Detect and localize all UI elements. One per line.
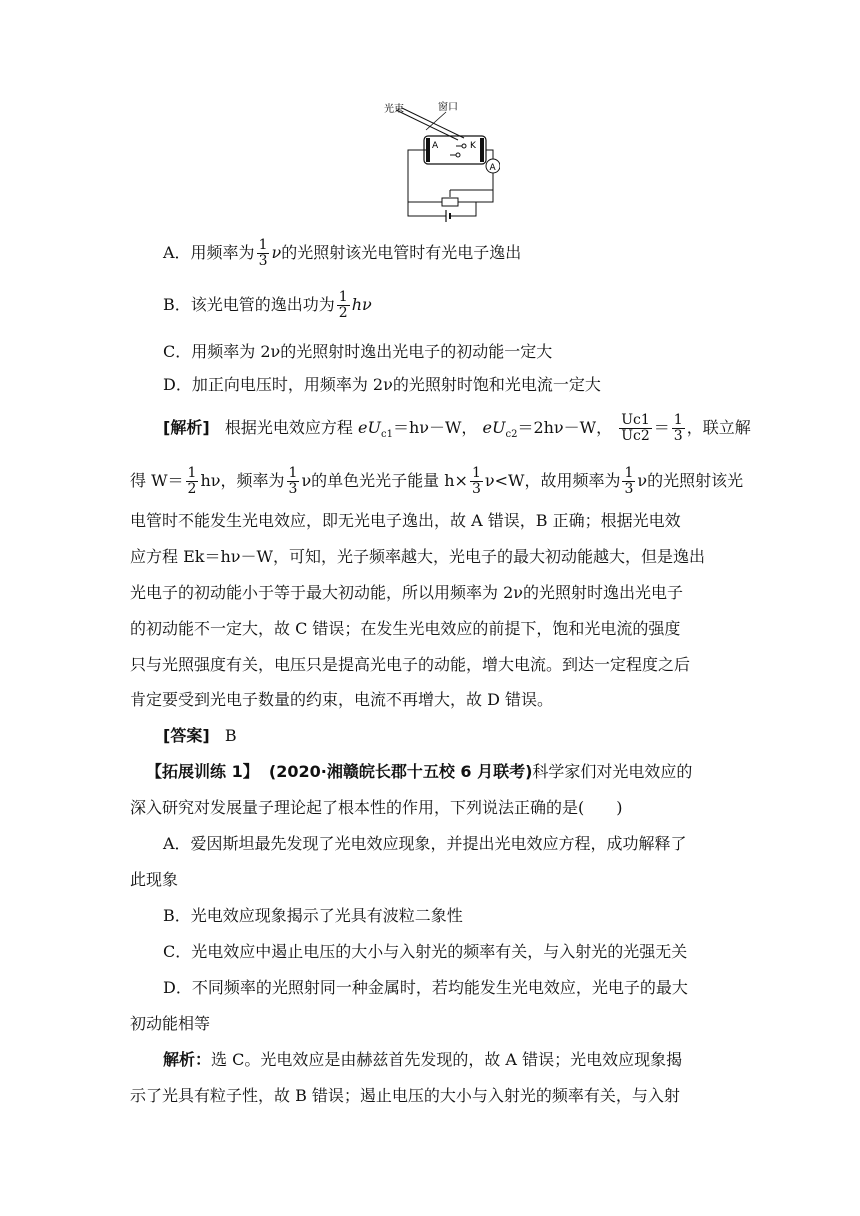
fraction-num: 1 <box>338 289 348 305</box>
extension-option-d: D．不同频率的光照射同一种金属时，若均能发生光电效应，光电子的最大 <box>163 978 688 997</box>
option-c: C．用频率为 2ν的光照射时逸出光电子的初动能一定大 <box>163 342 553 361</box>
cathode-label: K <box>470 141 476 151</box>
analysis-text: ν的光照射该光 <box>637 471 744 490</box>
electron-dot <box>456 153 460 157</box>
extension-option-d-cont: 初动能相等 <box>130 1014 211 1033</box>
solution-text: 选 C。光电效应是由赫兹首先发现的，故 A 错误；光电效应现象揭 <box>211 1050 683 1069</box>
extension-title: 【拓展训练 1】 <box>146 762 259 781</box>
anode-label: A <box>432 141 439 151</box>
option-a-text-2: 的光照射该光电管时有光电子逸出 <box>281 243 522 262</box>
extension-option-a: A．爱因斯坦最先发现了光电效应现象，并提出光电效应方程，成功解释了 <box>163 834 687 853</box>
eq-part: ＝ <box>653 418 670 437</box>
fraction-den: Uc2 <box>621 428 650 444</box>
extension-question: 科学家们对光电效应的 <box>532 762 693 781</box>
analysis-line-4: 应方程 Ek＝hν－W，可知，光子频率越大，光电子的最大初动能越大，但是逸出 <box>130 547 705 566</box>
extension-solution-1 <box>163 1049 682 1071</box>
electron-dot <box>462 144 466 148</box>
beam-label: 光束 <box>384 104 404 115</box>
fraction <box>672 413 685 444</box>
analysis-text: hν，频率为 <box>200 471 285 490</box>
solution-tag: 解析： <box>163 1050 212 1069</box>
fraction <box>619 413 652 444</box>
circuit-wire <box>408 150 428 216</box>
cathode-plate <box>480 138 484 162</box>
eq-part: ＝2hν－W， <box>517 418 613 437</box>
fraction: $\frac{1}{3}$ <box>471 465 481 497</box>
analysis-text: ν<W，故用频率为 <box>484 471 621 490</box>
fraction: $\frac{1}{3}$ <box>624 465 634 497</box>
circuit-wire <box>486 150 493 159</box>
option-b: B．该光电管的逸出功为 $\frac{1}{2}$ hν <box>163 289 372 321</box>
eq-part: eU <box>358 418 381 437</box>
anode-plate <box>426 138 430 162</box>
analysis-line-2 <box>130 466 743 497</box>
eq-part: eU <box>482 418 506 437</box>
extension-option-a-cont: 此现象 <box>130 870 179 889</box>
ammeter-label: A <box>489 163 496 173</box>
fraction: $\frac{1}{2}$ <box>187 465 197 497</box>
answer-line <box>163 725 237 747</box>
extension-option-b: B．光电效应现象揭示了光具有波粒二象性 <box>163 906 463 925</box>
fraction-den: 3 <box>673 428 683 444</box>
analysis-text: ν的单色光光子能量 h× <box>301 471 468 490</box>
extension-line-1 <box>146 761 692 783</box>
analysis-line-5: 光电子的初动能小于等于最大初动能，所以用频率为 2ν的光照射时逸出光电子 <box>130 583 683 602</box>
circuit-wire <box>476 173 493 202</box>
extension-solution-2: 示了光具有粒子性，故 B 错误；遏止电压的大小与入射光的频率有关，与入射 <box>130 1086 680 1105</box>
fraction-den: 3 <box>258 253 268 269</box>
fraction-num: 1 <box>673 412 683 428</box>
fraction: $\frac{1}{3}$ <box>288 465 298 497</box>
analysis-text: ，联立解 <box>686 418 751 437</box>
fraction-den: 2 <box>338 305 348 321</box>
eq-sub: c1 <box>380 429 393 441</box>
extension-option-c: C．光电效应中遏止电压的大小与入射光的频率有关，与入射光的光强无关 <box>163 942 688 961</box>
analysis-line-1 <box>163 413 751 446</box>
fraction <box>257 238 270 269</box>
fraction-num: Uc1 <box>621 412 650 428</box>
analysis-text: 根据光电效应方程 <box>224 418 353 437</box>
option-a-text: A．用频率为 <box>163 243 255 262</box>
rheostat <box>442 198 458 206</box>
analysis-line-7: 只与光照强度有关，电压只是提高光电子的动能，增大电流。到达一定程度之后 <box>130 655 691 674</box>
fraction <box>337 290 350 321</box>
analysis-text: 得 W＝ <box>130 471 184 490</box>
extension-line-2: 深入研究对发展量子理论起了根本性的作用，下列说法正确的是( ) <box>130 798 623 817</box>
analysis-line-6: 的初动能不一定大，故 C 错误；在发生光电效应的前提下，饱和光电流的强度 <box>130 619 681 638</box>
analysis-line-3: 电管时不能发生光电效应，即无光电子逸出，故 A 错误，B 正确；根据光电效 <box>130 511 681 530</box>
answer-value: B <box>224 726 237 745</box>
option-b-text: B．该光电管的逸出功为 <box>163 295 335 314</box>
answer-tag: [答案] <box>163 726 210 745</box>
analysis-tag: [解析] <box>163 418 210 437</box>
option-d: D．加正向电压时，用频率为 2ν的光照射时饱和光电流一定大 <box>163 375 601 394</box>
eq-part: ＝hν－W， <box>392 418 478 437</box>
window-label: 窗口 <box>438 102 458 113</box>
eq-sub: c2 <box>505 429 518 441</box>
photoelectric-tube-circuit-diagram <box>380 98 500 222</box>
option-a: A．用频率为 $\frac{1}{3}$ ν的光照射该光电管时有光电子逸出 <box>163 237 522 269</box>
analysis-line-8: 肯定要受到光电子数量的约束，电流不再增大，故 D 错误。 <box>130 690 554 709</box>
extension-source: (2020·湘赣皖长郡十五校 6 月联考) <box>268 762 533 781</box>
fraction-num: 1 <box>258 237 268 253</box>
